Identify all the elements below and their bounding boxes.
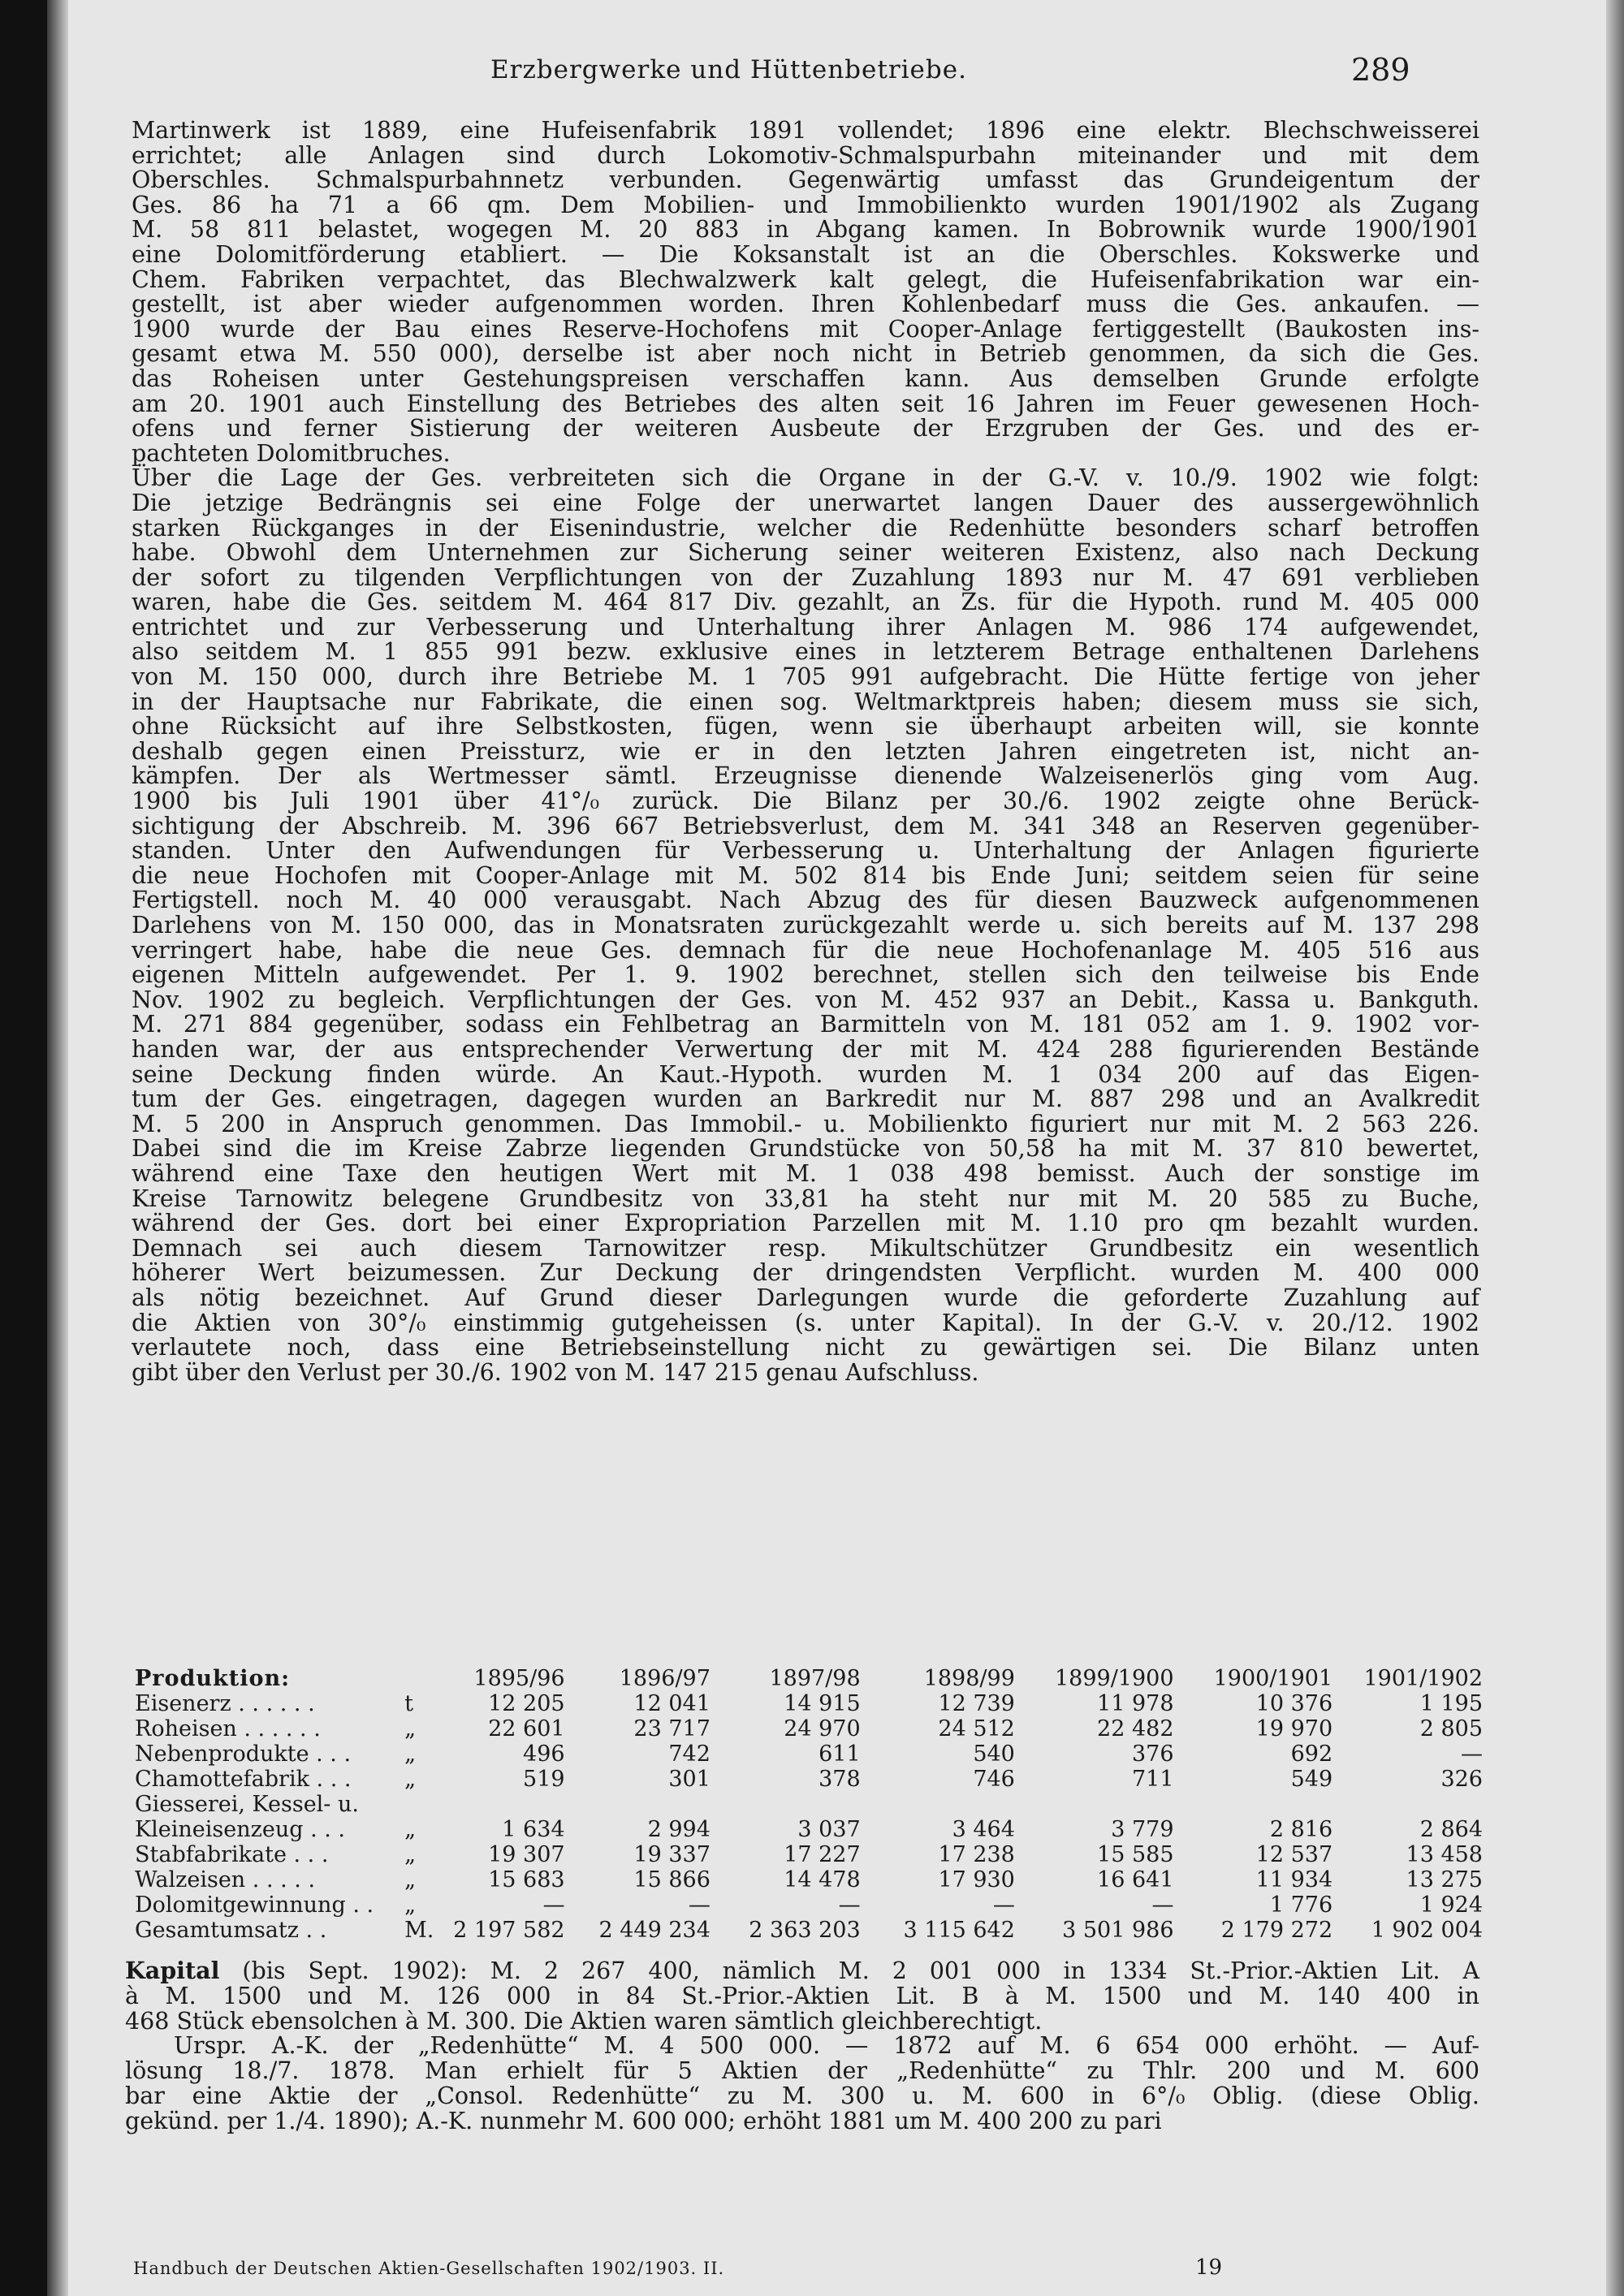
production-cell: 19 307 [488, 1842, 565, 1867]
production-cell [565, 1792, 710, 1817]
production-row [135, 1691, 1483, 1716]
body-line: von M. 150 000, durch ihre Betriebe M. 1 705 991 aufgebracht. Die Hütte fertige von jeher [132, 663, 1479, 691]
page-number: 289 [1351, 52, 1410, 88]
capital-label: Kapital [125, 1957, 220, 1984]
production-label: Produktion: [135, 1666, 291, 1691]
production-cell: 15 683 [488, 1867, 565, 1892]
production-cell: 1 195 [1419, 1691, 1483, 1716]
body-line: 1900 wurde der Bau eines Reserve-Hochofens mit Cooper-Anlage fertiggestellt (Baukosten ins- [132, 315, 1479, 343]
production-cell: 2 805 [1419, 1716, 1483, 1741]
production-row [135, 1716, 1483, 1741]
body-line: M. 271 884 gegenüber, sodass ein Fehlbetrag an Barmitteln von M. 181 052 am 1. 9. 1902 vor- [132, 1011, 1479, 1038]
body-line: Darlehens von M. 150 000, das in Monatsraten zurückgezahlt werde u. sich bereits auf M. 137 298 [132, 912, 1479, 939]
production-cell: 2 864 [1419, 1817, 1483, 1842]
production-cell: 376 [1131, 1741, 1174, 1767]
footer-imprint: Handbuch der Deutschen Aktien-Gesellschaften 1902/1903. II. [133, 2259, 725, 2278]
production-row-label: Stabfabrikate . . . [135, 1842, 329, 1867]
production-cell [437, 1792, 565, 1817]
capital-line: à M. 1500 und M. 126 000 in 84 St.-Prior.-Aktien Lit. B à M. 1500 und M. 140 400 in [125, 1982, 1479, 2009]
production-cell: 326 [1440, 1767, 1483, 1792]
year-header: 1895/96 [473, 1666, 565, 1691]
production-cell [1015, 1792, 1174, 1817]
body-line: in der Hauptsache nur Fabrikate, die einen sog. Weltmarktpreis haben; diesem muss sie sich, [132, 688, 1479, 715]
production-cell: — [542, 1892, 565, 1918]
production-cell: 2 179 272 [1220, 1918, 1333, 1943]
body-line: am 20. 1901 auch Einstellung des Betriebes des alten seit 16 Jahren im Feuer gewesenen Hoch- [132, 390, 1479, 417]
body-line: Ges. 86 ha 71 a 66 qm. Dem Mobilien- und Immobilienkto wurden 1901/1902 als Zugang [132, 191, 1479, 218]
body-line: die neue Hochofen mit Cooper-Anlage mit M. 502 814 bis Ende Juni; seitdem seien für seine [132, 861, 1479, 889]
body-line: gestellt, ist aber wieder aufgenommen worden. Ihren Kohlenbedarf muss die Ges. ankaufen. — [132, 291, 1479, 318]
body-line: entrichtet und zur Verbesserung und Unterhaltung ihrer Anlagen M. 986 174 aufgewendet, [132, 613, 1479, 641]
production-cell: 24 970 [784, 1716, 861, 1741]
production-cell: 19 337 [633, 1842, 710, 1867]
production-cell: 22 601 [488, 1716, 565, 1741]
production-cell: 1 924 [1419, 1892, 1483, 1918]
production-cell: 16 641 [1097, 1867, 1174, 1892]
body-text [132, 119, 1479, 1385]
production-row-unit: „ [404, 1817, 417, 1842]
production-row [135, 1767, 1483, 1792]
production-cell: — [1461, 1741, 1483, 1767]
production-cell: 17 227 [784, 1842, 861, 1867]
capital-line: Urspr. A.-K. der „Redenhütte“ M. 4 500 000. — 1872 auf M. 6 654 000 erhöht. — Auf- [174, 2032, 1479, 2060]
body-line: Die jetzige Bedrängnis sei eine Folge der unerwartet langen Dauer des aussergewöhnlich [132, 489, 1479, 516]
production-row [135, 1817, 1483, 1842]
body-line: ofens und ferner Sistierung der weiteren Ausbeute der Erzgruben der Ges. und des er- [132, 415, 1479, 442]
production-cell: — [1151, 1892, 1174, 1918]
production-cell: 13 275 [1406, 1867, 1483, 1892]
production-cell: 2 994 [647, 1817, 710, 1842]
production-cell: 10 376 [1255, 1691, 1333, 1716]
body-line: während der Ges. dort bei einer Expropriation Parzellen mit M. 1.10 pro qm bezahlt wurden. [132, 1210, 1479, 1237]
body-line: habe. Obwohl dem Unternehmen zur Sicherung seiner weiteren Existenz, also nach Deckung [132, 539, 1479, 567]
production-cell: 378 [818, 1767, 861, 1792]
production-cell: — [838, 1892, 861, 1918]
body-line: die Aktien von 30°/₀ einstimmig gutgeheissen (s. unter Kapital). In der G.-V. v. 20./12. 1902 [132, 1309, 1479, 1336]
production-row-unit: „ [404, 1867, 417, 1892]
production-row [135, 1867, 1483, 1892]
body-line: Demnach sei auch diesem Tarnowitzer resp. Mikultschützer Grundbesitz ein wesentlich [132, 1234, 1479, 1262]
body-line: deshalb gegen einen Preissturz, wie er in den letzten Jahren eingetreten ist, nicht an- [132, 737, 1479, 765]
production-cell: 611 [818, 1741, 861, 1767]
production-cell: 14 915 [784, 1691, 861, 1716]
book-binding-shadow [0, 0, 47, 2296]
body-line: verringert habe, habe die neue Ges. demnach für die neue Hochofenanlage M. 405 516 aus [132, 936, 1479, 964]
production-row-label: Chamottefabrik . . . [135, 1767, 352, 1792]
production-row-label: Walzeisen . . . . . [135, 1867, 316, 1892]
production-row-label: Kleineisenzeug . . . [135, 1817, 346, 1842]
production-cell: 12 739 [938, 1691, 1015, 1716]
production-cell: — [688, 1892, 710, 1918]
body-line: handen war, der aus entsprechender Verwertung der mit M. 424 288 figurierenden Bestände [132, 1035, 1479, 1063]
production-row-label: Eisenerz . . . . . . [135, 1691, 315, 1716]
production-cell: 1 776 [1269, 1892, 1333, 1918]
production-cell: 2 197 582 [453, 1918, 565, 1943]
production-row-label: Gesamtumsatz . . [135, 1918, 327, 1943]
production-cell: 22 482 [1097, 1716, 1174, 1741]
production-cell: 3 464 [952, 1817, 1015, 1842]
body-line: Fertigstell. noch M. 40 000 verausgabt. Nach Abzug des für diesen Bauzweck aufgenommenen [132, 887, 1479, 914]
production-cell [1332, 1792, 1483, 1817]
production-cell: 17 930 [938, 1867, 1015, 1892]
body-line: höherer Wert beizumessen. Zur Deckung der dringendsten Verpflicht. wurden M. 400 000 [132, 1259, 1479, 1287]
production-row-label: Dolomitgewinnung . . [135, 1892, 374, 1918]
production-cell: 11 934 [1255, 1867, 1333, 1892]
production-cell: 3 115 642 [903, 1918, 1015, 1943]
production-cell: 3 501 986 [1062, 1918, 1174, 1943]
capital-heading-line: Kapital (bis Sept. 1902): M. 2 267 400, nämlich M. 2 001 000 in 1334 St.-Prior.-Aktien Lit. A [125, 1957, 1479, 1984]
body-line: errichtet; alle Anlagen sind durch Lokomotiv-Schmalspurbahn miteinander und mit dem [132, 141, 1479, 169]
body-line: Chem. Fabriken verpachtet, das Blechwalzwerk kalt gelegt, die Hufeisenfabrikation war ein- [132, 265, 1479, 293]
production-cell: 549 [1290, 1767, 1333, 1792]
body-line: seine Deckung finden würde. An Kaut.-Hypoth. wurden M. 1 034 200 auf das Eigen- [132, 1060, 1479, 1088]
body-line: kämpfen. Der als Wertmesser sämtl. Erzeugnisse dienende Walzeisenerlös ging vom Aug. [132, 762, 1479, 790]
body-line: Über die Lage der Ges. verbreiteten sich die Organe in der G.-V. v. 10./9. 1902 wie folgt: [132, 464, 1479, 492]
production-cell: 746 [973, 1767, 1015, 1792]
body-line: als nötig bezeichnet. Auf Grund dieser Darlegungen wurde die geforderte Zuzahlung auf [132, 1284, 1479, 1311]
body-line: gesamt etwa M. 550 000), derselbe ist aber noch nicht in Betrieb genommen, da sich die Ges. [132, 340, 1479, 368]
production-cell [861, 1792, 1015, 1817]
capital-line: bar eine Aktie der „Consol. Redenhütte“ zu M. 300 u. M. 600 in 6°/₀ Oblig. (diese Oblig. [125, 2082, 1479, 2109]
production-row-unit: t [404, 1691, 413, 1716]
body-line: Dabei sind die im Kreise Zabrze liegenden Grundstücke von 50,58 ha mit M. 37 810 bewertet, [132, 1135, 1479, 1163]
body-line: Kreise Tarnowitz belegene Grundbesitz von 33,81 ha steht nur mit M. 20 585 zu Buche, [132, 1185, 1479, 1212]
production-row [135, 1918, 1483, 1943]
capital-line: lösung 18./7. 1878. Man erhielt für 5 Aktien der „Redenhütte“ zu Thlr. 200 und M. 600 [125, 2057, 1479, 2085]
production-table-body [135, 1691, 1483, 1943]
page-edge-right [1606, 0, 1624, 2296]
production-row [135, 1792, 1483, 1817]
production-row-unit: M. [404, 1918, 434, 1943]
production-cell: 13 458 [1406, 1842, 1483, 1867]
body-line: waren, habe die Ges. seitdem M. 464 817 Div. gezahlt, an Zs. für die Hypoth. rund M. 405 000 [132, 589, 1479, 616]
production-row [135, 1892, 1483, 1918]
production-cell: 24 512 [938, 1716, 1015, 1741]
body-line: gibt über den Verlust per 30./6. 1902 von M. 147 215 genau Aufschluss. [132, 1358, 979, 1386]
production-cell: 14 478 [784, 1867, 861, 1892]
production-cell: 3 037 [797, 1817, 861, 1842]
production-row-unit: „ [404, 1741, 417, 1767]
book-binding-edge [47, 0, 68, 2296]
body-line: verlautete noch, dass eine Betriebseinstellung nicht zu gewärtigen sei. Die Bilanz unten [132, 1334, 1479, 1362]
year-header: 1896/97 [619, 1666, 710, 1691]
body-line: M. 58 811 belastet, wogegen M. 20 883 in Abgang kamen. In Bobrownik wurde 1900/1901 [132, 216, 1479, 244]
production-cell: 692 [1290, 1741, 1333, 1767]
production-row-label: Giesserei, Kessel- u. [135, 1792, 359, 1817]
year-header: 1899/1900 [1054, 1666, 1174, 1691]
production-cell: 3 779 [1111, 1817, 1174, 1842]
body-line: ohne Rücksicht auf ihre Selbstkosten, fügen, wenn sie überhaupt arbeiten will, sie konnte [132, 713, 1479, 740]
capital-line: 468 Stück ebensolchen à M. 300. Die Aktien waren sämtlich gleichberechtigt. [125, 2007, 1043, 2035]
production-row [135, 1842, 1483, 1867]
production-cell: 12 537 [1255, 1842, 1333, 1867]
body-line: also seitdem M. 1 855 991 bezw. exklusive eines in letzterem Betrage enthaltenen Darlehens [132, 638, 1479, 666]
production-cell: 23 717 [633, 1716, 710, 1741]
production-cell: 711 [1131, 1767, 1174, 1792]
production-table [135, 1666, 1483, 1943]
production-cell: 742 [668, 1741, 710, 1767]
production-cell: 19 970 [1255, 1716, 1333, 1741]
production-cell: 496 [523, 1741, 565, 1767]
production-cell [710, 1792, 861, 1817]
production-cell: 301 [668, 1767, 710, 1792]
body-line: Nov. 1902 zu begleich. Verpflichtungen der Ges. von M. 452 937 an Debit., Kassa u. Bankguth. [132, 986, 1479, 1013]
production-cell: 12 205 [488, 1691, 565, 1716]
production-cell: 12 041 [633, 1691, 710, 1716]
production-table-header-row [135, 1666, 1483, 1691]
capital-line: gekünd. per 1./4. 1890); A.-K. nunmehr M. 600 000; erhöht 1881 um M. 400 200 zu pari [125, 2107, 1162, 2134]
production-row-unit: „ [404, 1767, 417, 1792]
body-line: Martinwerk ist 1889, eine Hufeisenfabrik 1891 vollendet; 1896 eine elektr. Blechschweisserei [132, 117, 1479, 144]
production-row-unit: „ [404, 1892, 417, 1918]
production-cell: 1 902 004 [1371, 1918, 1483, 1943]
production-cell [1174, 1792, 1333, 1817]
body-line: 1900 bis Juli 1901 über 41°/₀ zurück. Die Bilanz per 30./6. 1902 zeigte ohne Berück- [132, 788, 1479, 815]
year-header: 1897/98 [769, 1666, 861, 1691]
year-header: 1901/1902 [1363, 1666, 1483, 1691]
year-header: 1900/1901 [1213, 1666, 1333, 1691]
production-cell: 15 866 [633, 1867, 710, 1892]
production-row-unit: „ [404, 1716, 417, 1741]
production-cell: 540 [973, 1741, 1015, 1767]
body-line: sichtigung der Abschreib. M. 396 667 Betriebsverlust, dem M. 341 348 an Reserven gegenüber- [132, 812, 1479, 839]
body-line: Oberschles. Schmalspurbahnnetz verbunden. Gegenwärtig umfasst das Grundeigentum der [132, 166, 1479, 194]
body-line: pachteten Dolomitbruches. [132, 439, 451, 467]
page [68, 0, 1606, 2296]
running-header: Erzbergwerke und Hüttenbetriebe. [490, 55, 967, 84]
body-line: standen. Unter den Aufwendungen für Verbesserung u. Unterhaltung der Anlagen figurierte [132, 837, 1479, 865]
production-cell: 11 978 [1097, 1691, 1174, 1716]
production-row-unit [400, 1792, 437, 1817]
production-cell: 2 363 203 [749, 1918, 861, 1943]
production-cell: 1 634 [502, 1817, 565, 1842]
production-row-label: Roheisen . . . . . . [135, 1716, 321, 1741]
body-line: M. 5 200 in Anspruch genommen. Das Immobil.- u. Mobilienkto figuriert nur mit M. 2 563 226. [132, 1110, 1479, 1137]
body-line: starken Rückganges in der Eisenindustrie, welcher die Redenhütte besonders scharf betroffen [132, 514, 1479, 542]
body-line: tum der Ges. eingetragen, dagegen wurden an Barkredit nur M. 887 298 und an Avalkredit [132, 1085, 1479, 1113]
body-line: eigenen Mitteln aufgewendet. Per 1. 9. 1902 berechnet, stellen sich den teilweise bis Ende [132, 961, 1479, 989]
year-header: 1898/99 [923, 1666, 1015, 1691]
capital-section [125, 1958, 1479, 2134]
body-line: während eine Taxe den heutigen Wert mit M. 1 038 498 bemisst. Auch der sonstige im [132, 1159, 1479, 1187]
production-row-unit: „ [404, 1842, 417, 1867]
body-line: der sofort zu tilgenden Verpflichtungen von der Zuzahlung 1893 nur M. 47 691 verblieben [132, 563, 1479, 591]
body-line: das Roheisen unter Gestehungspreisen verschaffen kann. Aus demselben Grunde erfolgte [132, 365, 1479, 392]
production-cell: 2 449 234 [598, 1918, 710, 1943]
production-cell: 15 585 [1097, 1842, 1174, 1867]
production-row [135, 1741, 1483, 1767]
production-cell: — [992, 1892, 1015, 1918]
production-cell: 17 238 [938, 1842, 1015, 1867]
body-line: eine Dolomitförderung etabliert. — Die Koksanstalt ist an die Oberschles. Kokswerke und [132, 240, 1479, 268]
signature-mark: 19 [1195, 2255, 1223, 2280]
production-cell: 519 [523, 1767, 565, 1792]
production-cell: 2 816 [1269, 1817, 1333, 1842]
production-row-label: Nebenprodukte . . . [135, 1741, 352, 1767]
